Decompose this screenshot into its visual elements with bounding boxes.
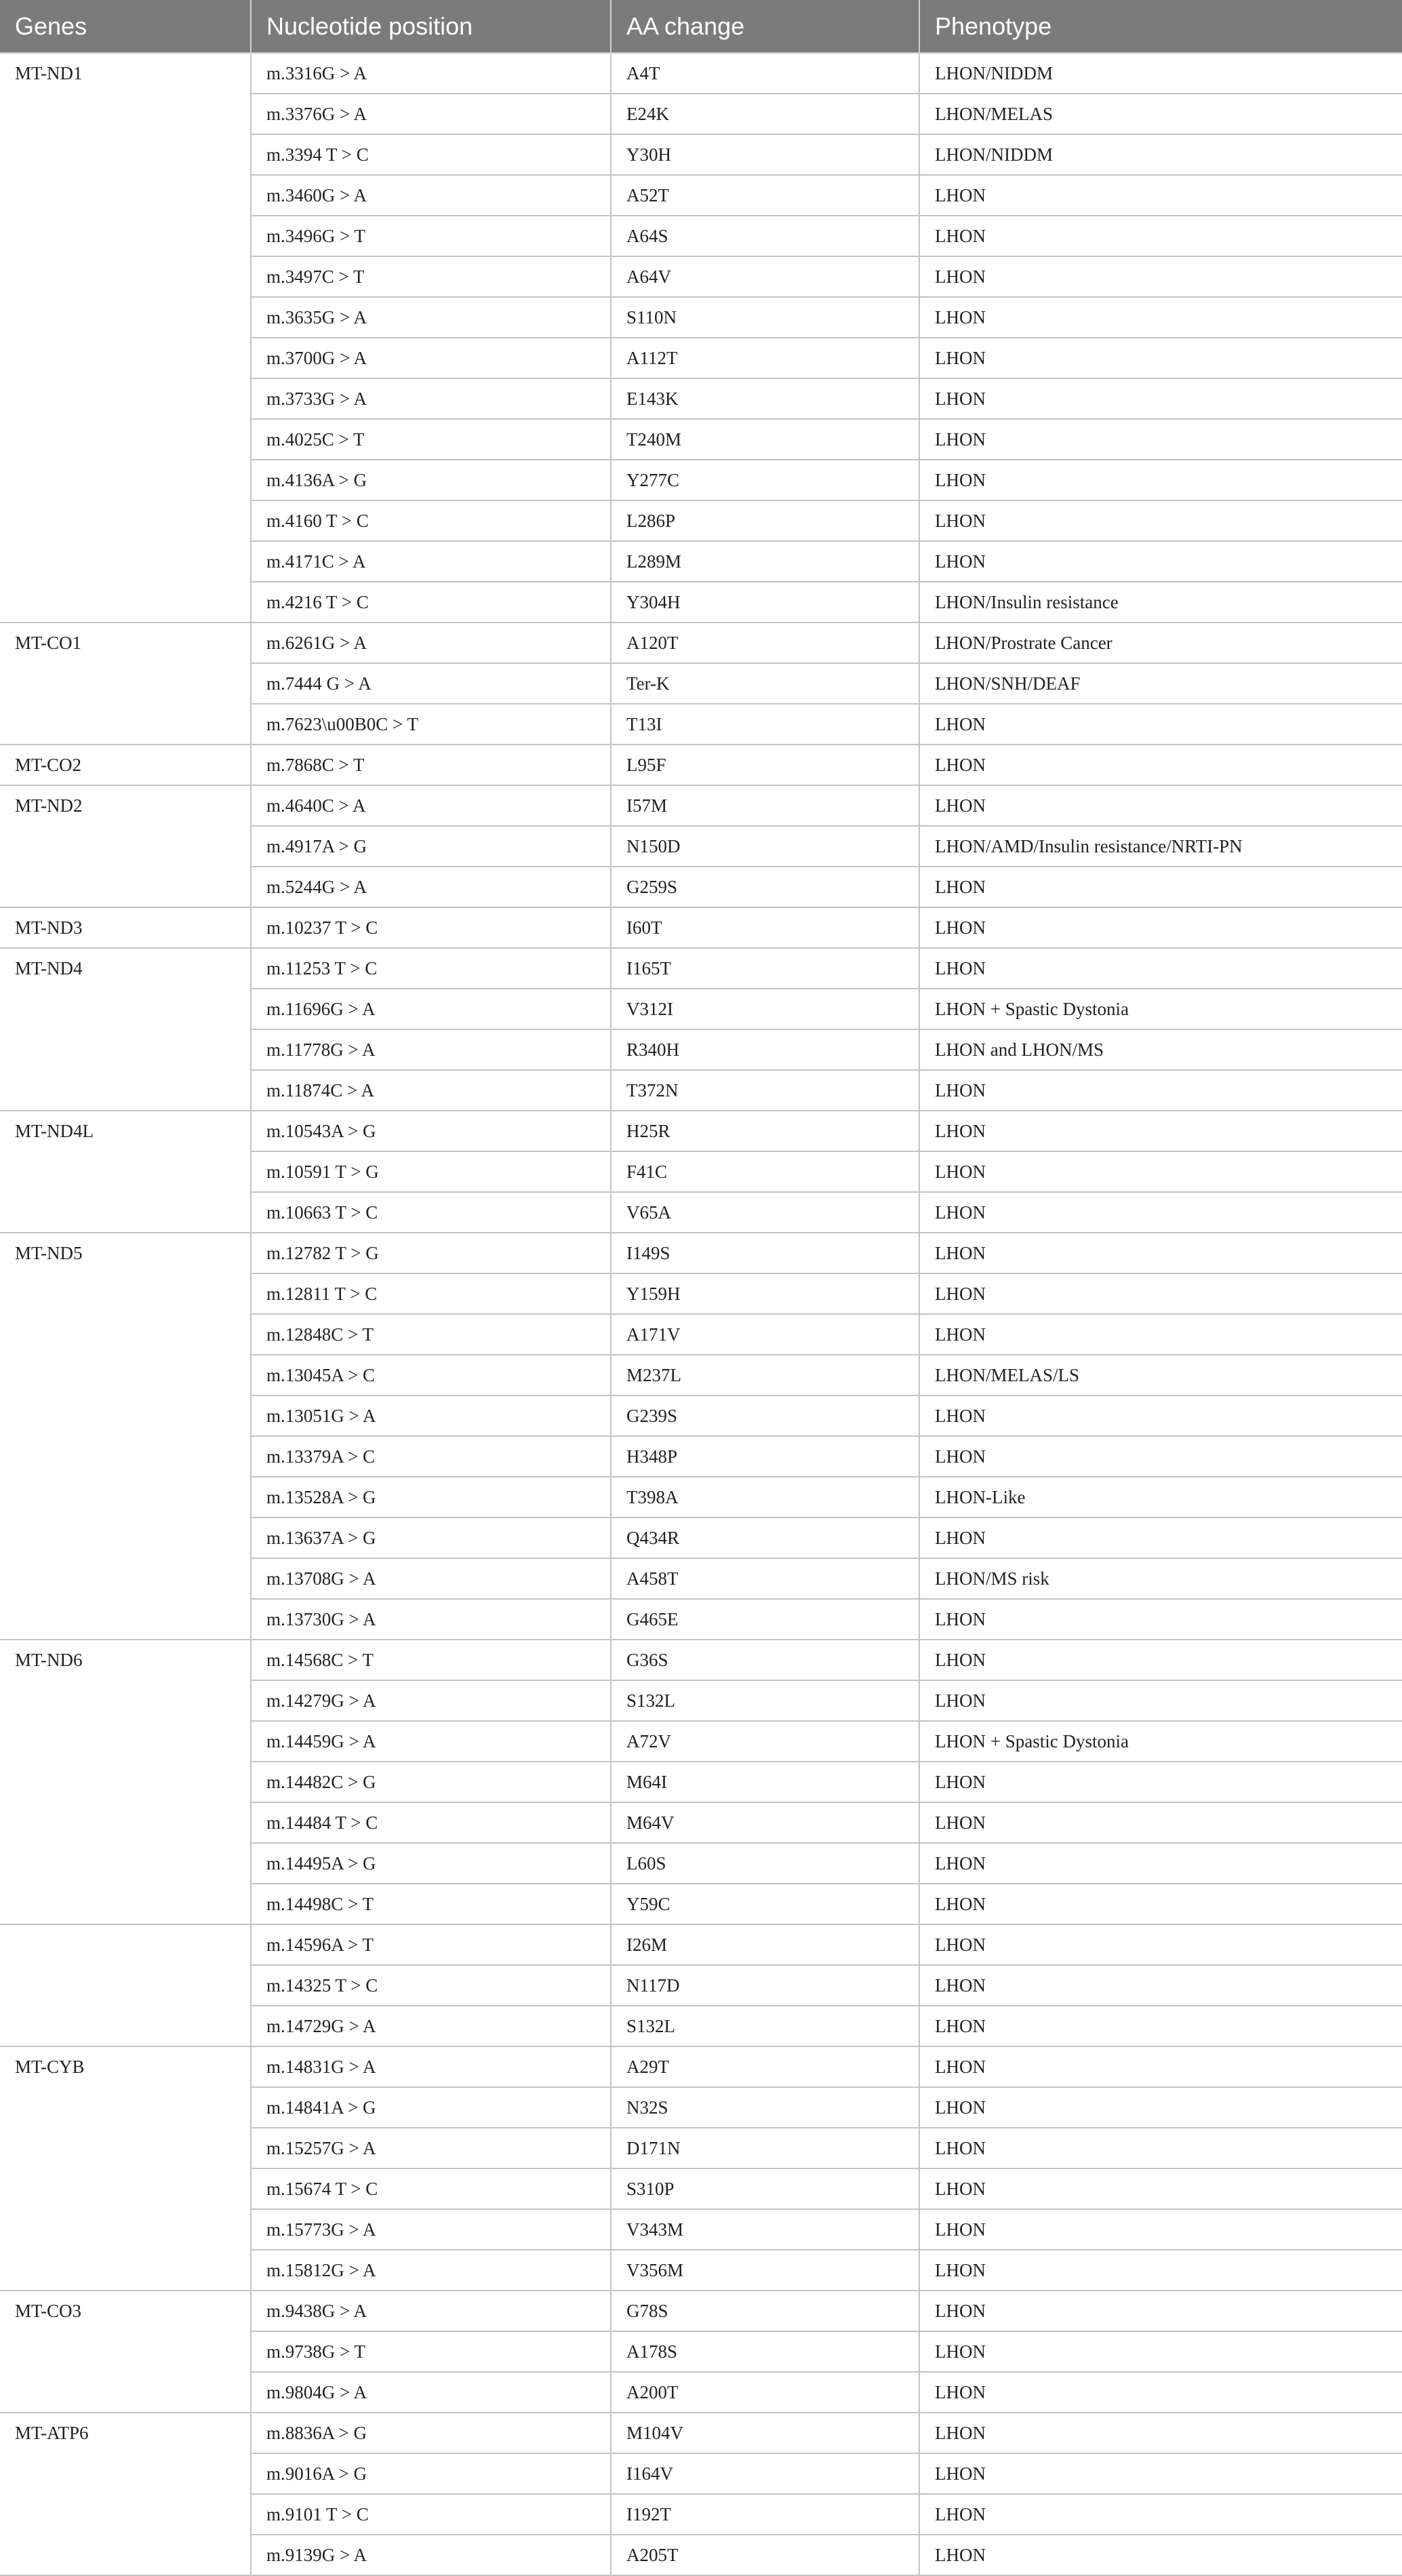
phenotype-cell: LHON: [919, 1233, 1402, 1273]
phenotype-cell: LHON: [919, 1680, 1402, 1721]
phenotype-cell: LHON: [919, 1640, 1402, 1680]
table-row: [0, 622, 1402, 663]
gene-cell: MT-ND6: [0, 1640, 251, 1924]
aa-change-cell: V356M: [611, 2250, 919, 2291]
aa-change-cell: S132L: [611, 2006, 919, 2046]
phenotype-cell: LHON: [919, 256, 1402, 297]
phenotype-cell: LHON: [919, 1924, 1402, 1965]
aa-change-cell: N117D: [611, 1965, 919, 2006]
phenotype-cell: LHON: [919, 338, 1402, 378]
nucleotide-position-cell: m.12782 T > G: [251, 1233, 611, 1273]
nucleotide-position-cell: m.10237 T > C: [251, 907, 611, 948]
aa-change-cell: D171N: [611, 2128, 919, 2168]
nucleotide-position-cell: m.8836A > G: [251, 2413, 611, 2453]
nucleotide-position-cell: m.13051G > A: [251, 1395, 611, 1436]
nucleotide-position-cell: m.3635G > A: [251, 297, 611, 338]
phenotype-cell: LHON: [919, 2291, 1402, 2331]
header-nucleotide-position: Nucleotide position: [251, 0, 611, 53]
nucleotide-position-cell: m.9438G > A: [251, 2291, 611, 2331]
nucleotide-position-cell: m.14729G > A: [251, 2006, 611, 2046]
nucleotide-position-cell: m.4171C > A: [251, 541, 611, 582]
phenotype-cell: LHON: [919, 1314, 1402, 1355]
table-header: [0, 0, 1402, 53]
aa-change-cell: V343M: [611, 2209, 919, 2250]
nucleotide-position-cell: m.13637A > G: [251, 1518, 611, 1558]
nucleotide-position-cell: m.3496G > T: [251, 216, 611, 256]
gene-cell: MT-ND5: [0, 1233, 251, 1640]
phenotype-cell: LHON: [919, 948, 1402, 989]
phenotype-cell: LHON: [919, 2250, 1402, 2291]
phenotype-cell: LHON: [919, 419, 1402, 460]
phenotype-cell: LHON: [919, 541, 1402, 582]
aa-change-cell: F41C: [611, 1151, 919, 1192]
nucleotide-position-cell: m.4917A > G: [251, 826, 611, 867]
table-row: [0, 948, 1402, 989]
nucleotide-position-cell: m.4136A > G: [251, 460, 611, 500]
nucleotide-position-cell: m.3376G > A: [251, 94, 611, 134]
nucleotide-position-cell: m.14482C > G: [251, 1762, 611, 1802]
gene-cell: MT-ND4L: [0, 1111, 251, 1233]
table-row: [0, 2291, 1402, 2331]
nucleotide-position-cell: m.10591 T > G: [251, 1151, 611, 1192]
nucleotide-position-cell: m.14325 T > C: [251, 1965, 611, 2006]
phenotype-cell: LHON: [919, 297, 1402, 338]
table-row: [0, 1924, 1402, 1965]
aa-change-cell: S110N: [611, 297, 919, 338]
phenotype-cell: LHON: [919, 1965, 1402, 2006]
phenotype-cell: LHON: [919, 1884, 1402, 1924]
gene-cell: [0, 1924, 251, 2046]
nucleotide-position-cell: m.14841A > G: [251, 2087, 611, 2128]
phenotype-cell: LHON + Spastic Dystonia: [919, 1721, 1402, 1762]
aa-change-cell: M237L: [611, 1355, 919, 1395]
nucleotide-position-cell: m.9804G > A: [251, 2372, 611, 2413]
nucleotide-position-cell: m.4160 T > C: [251, 500, 611, 541]
aa-change-cell: L289M: [611, 541, 919, 582]
aa-change-cell: M64I: [611, 1762, 919, 1802]
aa-change-cell: G36S: [611, 1640, 919, 1680]
nucleotide-position-cell: m.4216 T > C: [251, 582, 611, 622]
phenotype-cell: LHON: [919, 745, 1402, 785]
phenotype-cell: LHON/Prostrate Cancer: [919, 622, 1402, 663]
table-row: [0, 785, 1402, 826]
aa-change-cell: M64V: [611, 1802, 919, 1843]
phenotype-cell: LHON: [919, 378, 1402, 419]
nucleotide-position-cell: m.15674 T > C: [251, 2168, 611, 2209]
gene-cell: MT-ATP6: [0, 2413, 251, 2575]
aa-change-cell: A64V: [611, 256, 919, 297]
phenotype-cell: LHON: [919, 1273, 1402, 1314]
phenotype-cell: LHON and LHON/MS: [919, 1029, 1402, 1070]
nucleotide-position-cell: m.7868C > T: [251, 745, 611, 785]
aa-change-cell: G239S: [611, 1395, 919, 1436]
phenotype-cell: LHON: [919, 704, 1402, 745]
aa-change-cell: I192T: [611, 2494, 919, 2535]
aa-change-cell: A200T: [611, 2372, 919, 2413]
nucleotide-position-cell: m.14279G > A: [251, 1680, 611, 1721]
table-row: [0, 1233, 1402, 1273]
aa-change-cell: A112T: [611, 338, 919, 378]
aa-change-cell: E24K: [611, 94, 919, 134]
phenotype-cell: LHON: [919, 216, 1402, 256]
nucleotide-position-cell: m.12811 T > C: [251, 1273, 611, 1314]
phenotype-cell: LHON: [919, 460, 1402, 500]
nucleotide-position-cell: m.13379A > C: [251, 1436, 611, 1477]
nucleotide-position-cell: m.3316G > A: [251, 53, 611, 94]
phenotype-cell: LHON: [919, 1395, 1402, 1436]
nucleotide-position-cell: m.13708G > A: [251, 1558, 611, 1599]
aa-change-cell: L286P: [611, 500, 919, 541]
aa-change-cell: T13I: [611, 704, 919, 745]
aa-change-cell: Y277C: [611, 460, 919, 500]
gene-cell: MT-CO3: [0, 2291, 251, 2413]
aa-change-cell: T240M: [611, 419, 919, 460]
nucleotide-position-cell: m.14484 T > C: [251, 1802, 611, 1843]
nucleotide-position-cell: m.13730G > A: [251, 1599, 611, 1640]
aa-change-cell: A72V: [611, 1721, 919, 1762]
phenotype-cell: LHON/AMD/Insulin resistance/NRTI-PN: [919, 826, 1402, 867]
nucleotide-position-cell: m.11696G > A: [251, 989, 611, 1029]
nucleotide-position-cell: m.10543A > G: [251, 1111, 611, 1151]
phenotype-cell: LHON/MELAS/LS: [919, 1355, 1402, 1395]
table-row: [0, 907, 1402, 948]
phenotype-cell: LHON: [919, 2087, 1402, 2128]
table-row: [0, 2046, 1402, 2087]
phenotype-cell: LHON: [919, 2209, 1402, 2250]
aa-change-cell: N150D: [611, 826, 919, 867]
aa-change-cell: A64S: [611, 216, 919, 256]
phenotype-cell: LHON: [919, 2331, 1402, 2372]
phenotype-cell: LHON: [919, 2413, 1402, 2453]
aa-change-cell: I165T: [611, 948, 919, 989]
nucleotide-position-cell: m.10663 T > C: [251, 1192, 611, 1233]
aa-change-cell: Y59C: [611, 1884, 919, 1924]
aa-change-cell: I26M: [611, 1924, 919, 1965]
nucleotide-position-cell: m.6261G > A: [251, 622, 611, 663]
header-genes: Genes: [0, 0, 251, 53]
table-row: [0, 53, 1402, 94]
aa-change-cell: Y159H: [611, 1273, 919, 1314]
phenotype-cell: LHON: [919, 2006, 1402, 2046]
aa-change-cell: Y30H: [611, 134, 919, 175]
aa-change-cell: Ter-K: [611, 663, 919, 704]
phenotype-cell: LHON: [919, 1843, 1402, 1884]
aa-change-cell: V312I: [611, 989, 919, 1029]
nucleotide-position-cell: m.14568C > T: [251, 1640, 611, 1680]
nucleotide-position-cell: m.11253 T > C: [251, 948, 611, 989]
table-body: [0, 53, 1402, 2575]
nucleotide-position-cell: m.3733G > A: [251, 378, 611, 419]
aa-change-cell: T398A: [611, 1477, 919, 1518]
aa-change-cell: A52T: [611, 175, 919, 216]
phenotype-cell: LHON: [919, 907, 1402, 948]
aa-change-cell: Y304H: [611, 582, 919, 622]
nucleotide-position-cell: m.14495A > G: [251, 1843, 611, 1884]
phenotype-cell: LHON: [919, 2535, 1402, 2575]
nucleotide-position-cell: m.4640C > A: [251, 785, 611, 826]
phenotype-cell: LHON: [919, 785, 1402, 826]
phenotype-cell: LHON: [919, 1111, 1402, 1151]
gene-cell: MT-ND1: [0, 53, 251, 622]
aa-change-cell: G465E: [611, 1599, 919, 1640]
phenotype-cell: LHON/Insulin resistance: [919, 582, 1402, 622]
header-aa-change: AA change: [611, 0, 919, 53]
aa-change-cell: L60S: [611, 1843, 919, 1884]
phenotype-cell: LHON/NIDDM: [919, 134, 1402, 175]
phenotype-cell: LHON: [919, 1070, 1402, 1111]
aa-change-cell: G259S: [611, 867, 919, 907]
gene-cell: MT-ND2: [0, 785, 251, 907]
phenotype-cell: LHON/NIDDM: [919, 53, 1402, 94]
gene-cell: MT-ND4: [0, 948, 251, 1111]
aa-change-cell: G78S: [611, 2291, 919, 2331]
phenotype-cell: LHON: [919, 867, 1402, 907]
nucleotide-position-cell: m.3497C > T: [251, 256, 611, 297]
phenotype-cell: LHON/SNH/DEAF: [919, 663, 1402, 704]
phenotype-cell: LHON/MELAS: [919, 94, 1402, 134]
nucleotide-position-cell: m.15773G > A: [251, 2209, 611, 2250]
nucleotide-position-cell: m.14831G > A: [251, 2046, 611, 2087]
nucleotide-position-cell: m.11778G > A: [251, 1029, 611, 1070]
nucleotide-position-cell: m.12848C > T: [251, 1314, 611, 1355]
phenotype-cell: LHON: [919, 2453, 1402, 2494]
phenotype-cell: LHON/MS risk: [919, 1558, 1402, 1599]
phenotype-cell: LHON: [919, 500, 1402, 541]
aa-change-cell: M104V: [611, 2413, 919, 2453]
nucleotide-position-cell: m.3700G > A: [251, 338, 611, 378]
table-row: [0, 1640, 1402, 1680]
aa-change-cell: H348P: [611, 1436, 919, 1477]
phenotype-cell: LHON: [919, 2372, 1402, 2413]
aa-change-cell: A458T: [611, 1558, 919, 1599]
aa-change-cell: R340H: [611, 1029, 919, 1070]
nucleotide-position-cell: m.9139G > A: [251, 2535, 611, 2575]
nucleotide-position-cell: m.4025C > T: [251, 419, 611, 460]
nucleotide-position-cell: m.7444 G > A: [251, 663, 611, 704]
aa-change-cell: I164V: [611, 2453, 919, 2494]
table-row: [0, 1111, 1402, 1151]
nucleotide-position-cell: m.3394 T > C: [251, 134, 611, 175]
nucleotide-position-cell: m.9738G > T: [251, 2331, 611, 2372]
phenotype-cell: LHON: [919, 2046, 1402, 2087]
aa-change-cell: V65A: [611, 1192, 919, 1233]
nucleotide-position-cell: m.9016A > G: [251, 2453, 611, 2494]
nucleotide-position-cell: m.14498C > T: [251, 1884, 611, 1924]
aa-change-cell: A29T: [611, 2046, 919, 2087]
phenotype-cell: LHON: [919, 1518, 1402, 1558]
nucleotide-position-cell: m.15257G > A: [251, 2128, 611, 2168]
aa-change-cell: A171V: [611, 1314, 919, 1355]
aa-change-cell: N32S: [611, 2087, 919, 2128]
gene-cell: MT-ND3: [0, 907, 251, 948]
header-phenotype: Phenotype: [919, 0, 1402, 53]
gene-cell: MT-CO1: [0, 622, 251, 745]
aa-change-cell: I149S: [611, 1233, 919, 1273]
nucleotide-position-cell: m.13528A > G: [251, 1477, 611, 1518]
aa-change-cell: I57M: [611, 785, 919, 826]
phenotype-cell: LHON: [919, 1599, 1402, 1640]
phenotype-cell: LHON + Spastic Dystonia: [919, 989, 1402, 1029]
nucleotide-position-cell: m.14596A > T: [251, 1924, 611, 1965]
nucleotide-position-cell: m.11874C > A: [251, 1070, 611, 1111]
aa-change-cell: I60T: [611, 907, 919, 948]
aa-change-cell: S132L: [611, 1680, 919, 1721]
phenotype-cell: LHON: [919, 1192, 1402, 1233]
aa-change-cell: L95F: [611, 745, 919, 785]
header-row: [0, 0, 1402, 53]
aa-change-cell: A205T: [611, 2535, 919, 2575]
phenotype-cell: LHON: [919, 1762, 1402, 1802]
phenotype-cell: LHON: [919, 2168, 1402, 2209]
phenotype-cell: LHON: [919, 175, 1402, 216]
aa-change-cell: H25R: [611, 1111, 919, 1151]
phenotype-cell: LHON: [919, 1151, 1402, 1192]
nucleotide-position-cell: m.15812G > A: [251, 2250, 611, 2291]
aa-change-cell: Q434R: [611, 1518, 919, 1558]
aa-change-cell: E143K: [611, 378, 919, 419]
nucleotide-position-cell: m.7623\u00B0C > T: [251, 704, 611, 745]
nucleotide-position-cell: m.9101 T > C: [251, 2494, 611, 2535]
phenotype-cell: LHON: [919, 1436, 1402, 1477]
aa-change-cell: T372N: [611, 1070, 919, 1111]
phenotype-cell: LHON: [919, 1802, 1402, 1843]
phenotype-cell: LHON: [919, 2128, 1402, 2168]
aa-change-cell: A178S: [611, 2331, 919, 2372]
phenotype-cell: LHON: [919, 2494, 1402, 2535]
aa-change-cell: S310P: [611, 2168, 919, 2209]
table-row: [0, 745, 1402, 785]
aa-change-cell: A120T: [611, 622, 919, 663]
gene-cell: MT-CYB: [0, 2046, 251, 2291]
nucleotide-position-cell: m.14459G > A: [251, 1721, 611, 1762]
phenotype-cell: LHON-Like: [919, 1477, 1402, 1518]
nucleotide-position-cell: m.3460G > A: [251, 175, 611, 216]
aa-change-cell: A4T: [611, 53, 919, 94]
table-row: [0, 2413, 1402, 2453]
nucleotide-position-cell: m.13045A > C: [251, 1355, 611, 1395]
gene-cell: MT-CO2: [0, 745, 251, 785]
nucleotide-position-cell: m.5244G > A: [251, 867, 611, 907]
